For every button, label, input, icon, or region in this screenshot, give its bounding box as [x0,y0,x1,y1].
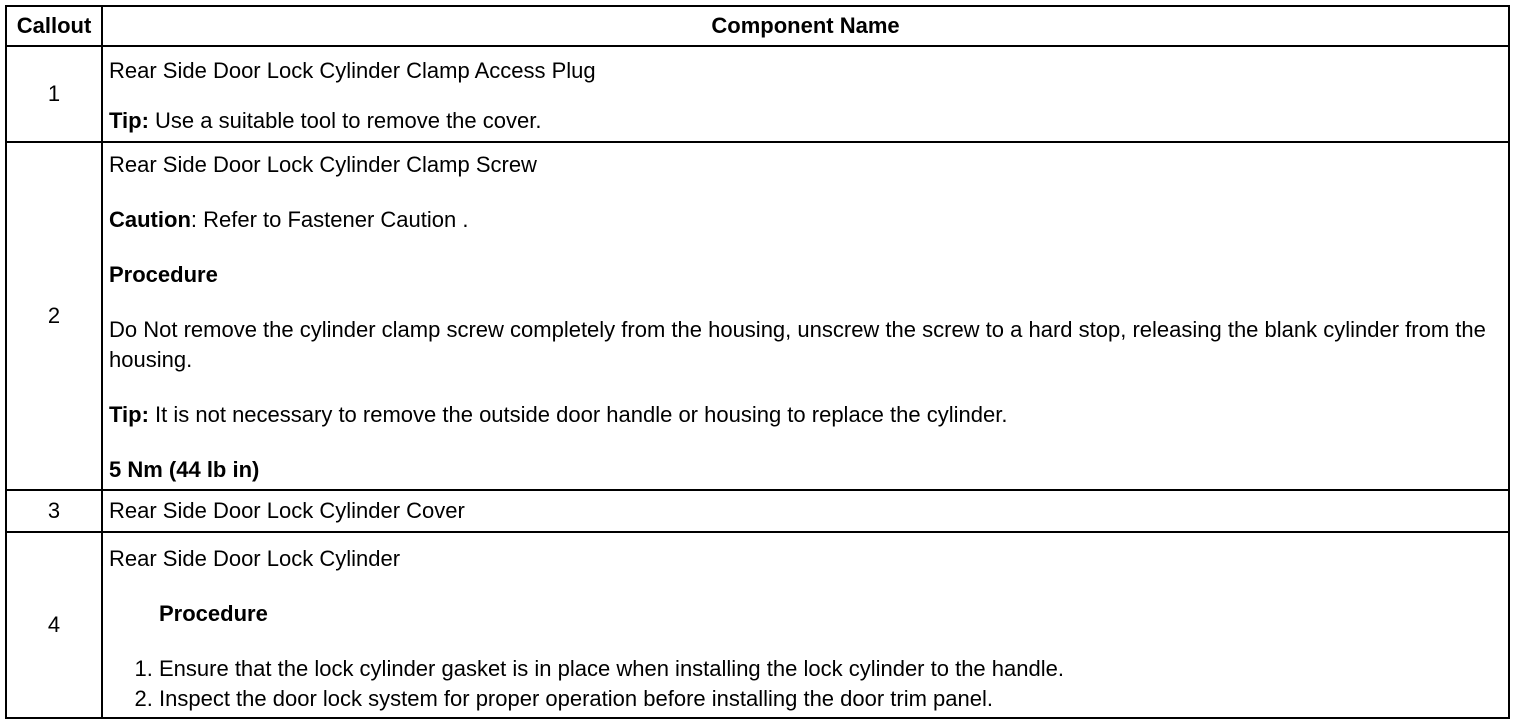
procedure-step: 1. Ensure that the lock cylinder gasket is in place when installing the lock cylinder to the handle. [159,654,1508,684]
callout-number: 3 [6,490,102,532]
procedure-heading: Procedure [159,600,268,626]
procedure-heading: Procedure [109,262,218,287]
tip-note [109,106,1508,140]
caution-note [109,205,1508,235]
table-row [6,532,1509,718]
caution-text: : Refer to Fastener Caution . [190,207,469,232]
table-row [6,490,1509,532]
component-name: Rear Side Door Lock Cylinder [109,545,401,571]
table-header-row [6,6,1509,46]
tip-label: Tip: [109,402,149,427]
component-name: Rear Side Door Lock Cylinder Clamp Screw [109,152,537,177]
tip-text: Use a suitable tool to remove the cover. [148,107,542,133]
table-row [6,46,1509,142]
component-table [5,5,1510,719]
component-name-column-header: Component Name [102,6,1509,46]
procedure-step: 2. Inspect the door lock system for proper operation before installing the door trim panel. [159,684,1508,714]
callout-number: 4 [6,532,102,718]
component-name: Rear Side Door Lock Cylinder Clamp Access Plug [109,57,596,83]
procedure-text: Do Not remove the cylinder clamp screw completely from the housing, unscrew the screw to a hard stop, releasing the blank cylinder from the housing. [109,317,1486,372]
tip-note [109,400,1508,430]
torque-spec: 5 Nm (44 lb in) [109,457,260,482]
callout-number: 1 [6,46,102,142]
caution-label: Caution [109,207,191,232]
component-cell [102,142,1509,490]
callout-column-header: Callout [6,6,102,46]
component-cell [102,46,1509,142]
procedure-steps [109,654,1508,714]
component-name: Rear Side Door Lock Cylinder Cover [109,498,465,523]
tip-label: Tip: [109,107,149,133]
callout-number: 2 [6,142,102,490]
table-row [6,142,1509,490]
component-cell [102,490,1509,532]
tip-text: It is not necessary to remove the outside door handle or housing to replace the cylinder. [148,402,1008,427]
component-cell [102,532,1509,718]
